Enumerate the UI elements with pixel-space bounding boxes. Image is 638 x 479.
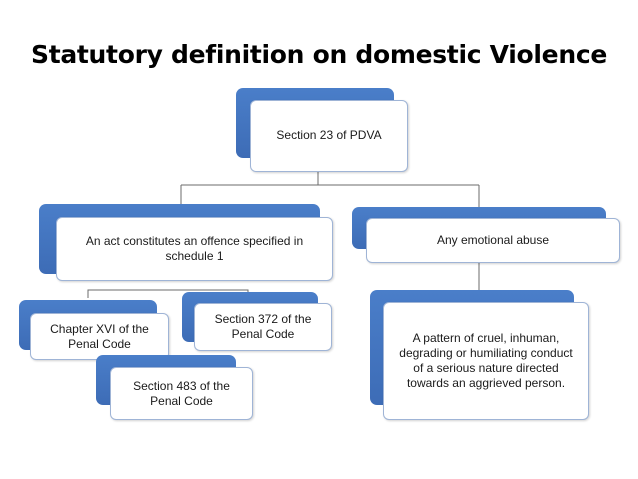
sec483-node bbox=[110, 367, 253, 420]
emotional-node-label: Any emotional abuse bbox=[436, 233, 550, 247]
page-title: Statutory definition on domestic Violence bbox=[30, 40, 608, 69]
root-node bbox=[250, 100, 408, 172]
chapter16-node-label: Chapter XVI of the Penal Code bbox=[50, 321, 149, 351]
sec372-node bbox=[194, 303, 332, 351]
act-node bbox=[56, 217, 333, 281]
root-node-label: Section 23 of PDVA bbox=[276, 127, 382, 142]
sec372-node-label: Section 372 of the Penal Code bbox=[214, 312, 312, 341]
pattern-node-label: A pattern of cruel, inhuman, degrading or humiliating conduct of a serious nature directed towards an aggrieved person. bbox=[399, 331, 573, 390]
chapter16-node bbox=[30, 313, 169, 360]
act-node-label: An act constitutes an offence specified in schedule 1 bbox=[85, 234, 304, 263]
pattern-node bbox=[383, 302, 589, 420]
sec483-node-label: Section 483 of the Penal Code bbox=[133, 378, 230, 408]
emotional-node bbox=[366, 218, 620, 263]
